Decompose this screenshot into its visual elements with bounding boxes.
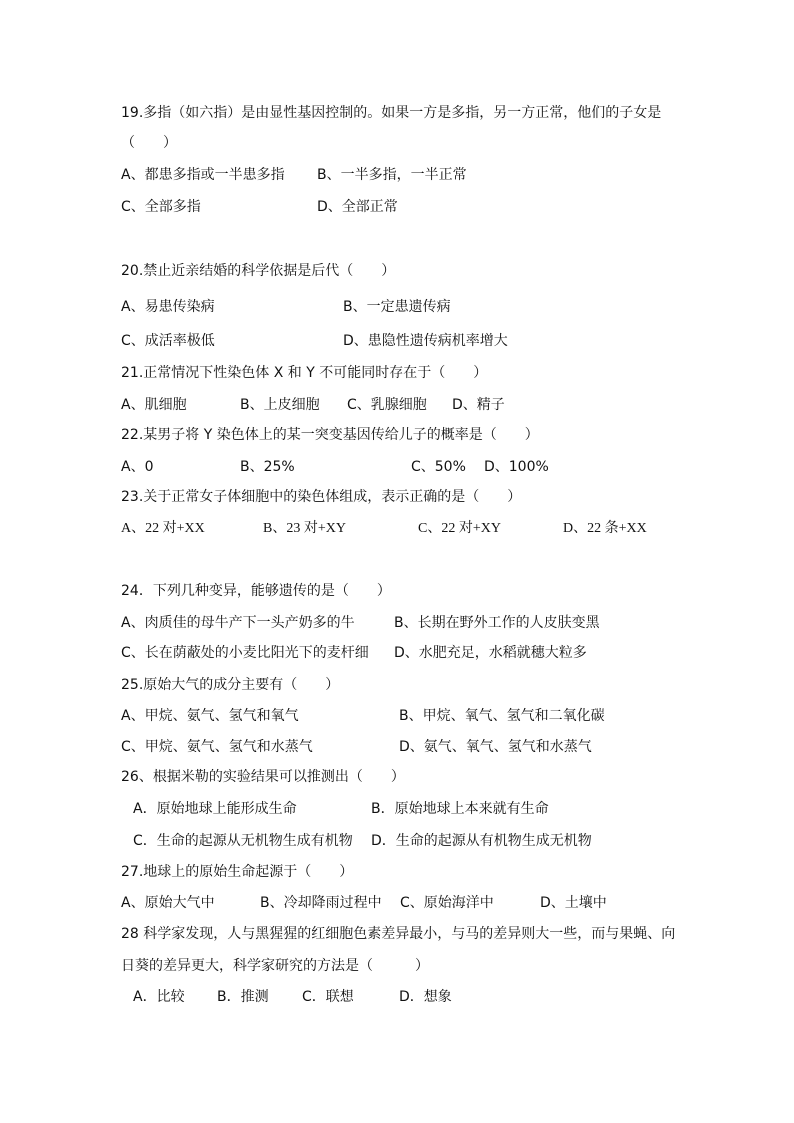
question-21-stem: 21.正常情况下性染色体 X 和 Y 不可能同时存在于（ ） [121, 365, 488, 381]
question-19-answer-blank: （ ） [121, 135, 177, 151]
question-19-option-d: D、全部正常 [317, 199, 398, 215]
question-25-stem: 25.原始大气的成分主要有（ ） [121, 677, 340, 693]
question-26-option-a: A．原始地球上能形成生命 [133, 801, 297, 817]
question-22-option-b: B、25% [240, 459, 295, 475]
question-28-stem-continued: 日葵的差异更大，科学家研究的方法是（ ） [121, 958, 429, 974]
question-24-option-d: D、水肥充足，水稻就穗大粒多 [394, 645, 587, 661]
question-23-option-b: B、23 对+XY [263, 521, 346, 536]
question-24-option-a: A、肉质佳的母牛产下一头产奶多的牛 [121, 615, 355, 631]
question-28-option-a: A．比较 [133, 989, 185, 1005]
question-27-option-b: B、冷却降雨过程中 [260, 895, 382, 911]
question-23-option-a: A、22 对+XX [121, 521, 205, 536]
question-20-option-a: A、易患传染病 [121, 299, 215, 315]
question-22-option-c: C、50% [411, 459, 466, 475]
question-25-option-a: A、甲烷、氨气、氢气和氧气 [121, 708, 299, 724]
question-23-option-d: D、22 条+XX [563, 521, 647, 536]
question-27-option-c: C、原始海洋中 [400, 895, 494, 911]
question-26-option-c: C．生命的起源从无机物生成有机物 [133, 833, 353, 849]
question-19-option-a: A、都患多指或一半患多指 [121, 167, 285, 183]
question-22-option-d: D、100% [484, 459, 549, 475]
question-26-stem: 26、根据米勒的实验结果可以推测出（ ） [121, 769, 405, 785]
question-21-option-b: B、上皮细胞 [240, 397, 320, 413]
question-23-stem: 23.关于正常女子体细胞中的染色体组成，表示正确的是（ ） [121, 489, 522, 505]
question-21-option-a: A、肌细胞 [121, 397, 187, 413]
question-20-option-b: B、一定患遗传病 [343, 299, 451, 315]
question-23-option-c: C、22 对+XY [418, 521, 501, 536]
question-24-option-c: C、长在荫蔽处的小麦比阳光下的麦杆细 [121, 645, 369, 661]
question-25-option-b: B、甲烷、氧气、氢气和二氧化碳 [399, 708, 605, 724]
question-27-option-a: A、原始大气中 [121, 895, 215, 911]
question-26-option-b: B．原始地球上本来就有生命 [371, 801, 549, 817]
question-22-option-a: A、0 [121, 459, 154, 475]
question-24-stem: 24．下列几种变异，能够遗传的是（ ） [121, 583, 391, 599]
question-22-stem: 22.某男子将 Y 染色体上的某一突变基因传给儿子的概率是（ ） [121, 427, 539, 443]
question-25-option-d: D、氨气、氧气、氢气和水蒸气 [399, 739, 592, 755]
question-19-stem: 19.多指（如六指）是由显性基因控制的。如果一方是多指，另一方正常，他们的子女是 [121, 105, 662, 121]
question-24-option-b: B、长期在野外工作的人皮肤变黑 [394, 615, 600, 631]
question-28-option-b: B．推测 [217, 989, 269, 1005]
question-27-option-d: D、土壤中 [540, 895, 607, 911]
question-19-option-c: C、全部多指 [121, 199, 201, 215]
question-20-option-d: D、患隐性遗传病机率增大 [343, 333, 508, 349]
question-28-option-d: D．想象 [399, 989, 452, 1005]
question-21-option-d: D、精子 [452, 397, 505, 413]
question-26-option-d: D．生命的起源从有机物生成无机物 [371, 833, 592, 849]
question-19-option-b: B、一半多指，一半正常 [317, 167, 467, 183]
question-20-option-c: C、成活率极低 [121, 333, 215, 349]
question-25-option-c: C、甲烷、氨气、氢气和水蒸气 [121, 739, 313, 755]
question-28-stem: 28 科学家发现，人与黑猩猩的红细胞色素差异最小，与马的差异则大一些，而与果蝇、向 [121, 926, 676, 942]
question-20-stem: 20.禁止近亲结婚的科学依据是后代（ ） [121, 263, 396, 279]
question-28-option-c: C．联想 [302, 989, 354, 1005]
question-27-stem: 27.地球上的原始生命起源于（ ） [121, 864, 354, 880]
question-21-option-c: C、乳腺细胞 [347, 397, 427, 413]
